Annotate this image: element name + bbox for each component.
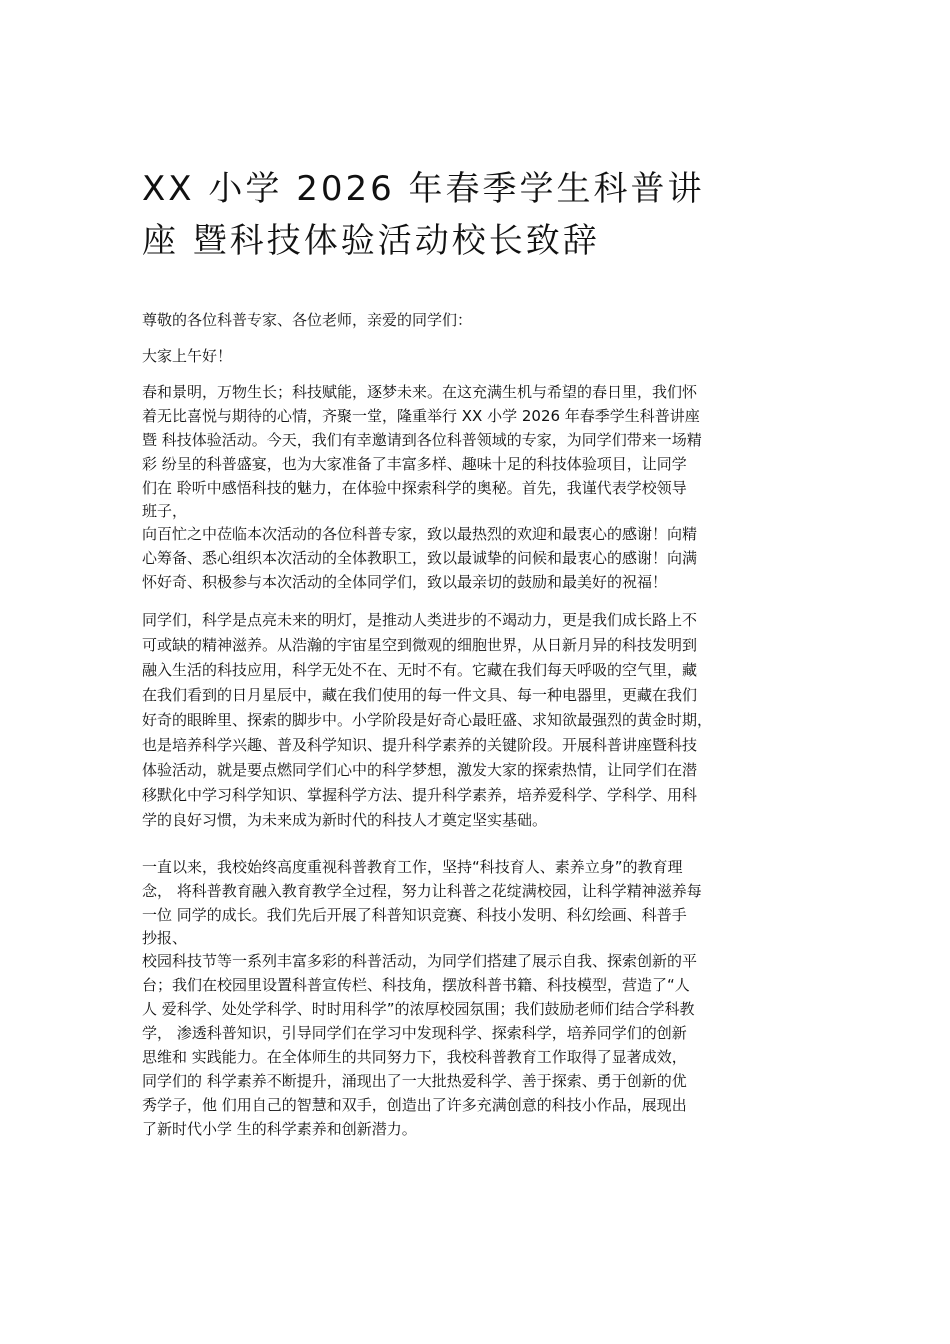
paragraph-line: 可或缺的精神滋养。从浩瀚的宇宙星空到微观的细胞世界，从日新月异的科技发明到 <box>142 636 698 654</box>
paragraph-line: 移默化中学习科学知识、掌握科学方法、提升科学素养，培养爱科学、学科学、用科 <box>142 786 698 804</box>
paragraph-line: 着无比喜悦与期待的心情，齐聚一堂，隆重举行 XX 小学 2026 年春季学生科普讲座 <box>142 407 700 425</box>
paragraph-line: 也是培养科学兴趣、普及科学知识、提升科学素养的关键阶段。开展科普讲座暨科技 <box>142 736 698 754</box>
paragraph-school-work <box>142 855 822 1141</box>
paragraph-line: 一直以来，我校始终高度重视科普教育工作，坚持“科技育人、素养立身”的教育理 <box>142 858 683 876</box>
paragraph-line: 们在 聆听中感悟科技的魅力，在体验中探索科学的奥秘。首先，我谨代表学校领导 <box>142 479 687 497</box>
paragraph-line: 人 爱科学、处处学科学、时时用科学”的浓厚校园氛围；我们鼓励老师们结合学科教 <box>142 1000 695 1018</box>
paragraph-opening <box>142 380 822 594</box>
paragraph-line: 同学们，科学是点亮未来的明灯，是推动人类进步的不竭动力，更是我们成长路上不 <box>142 611 698 629</box>
paragraph-line: 体验活动，就是要点燃同学们心中的科学梦想，激发大家的探索热情，让同学们在潜 <box>142 761 698 779</box>
greeting <box>142 344 822 368</box>
paragraph-line: 同学们的 科学素养不断提升，涌现出了一大批热爱科学、善于探索、勇于创新的优 <box>142 1072 687 1090</box>
salutation <box>142 308 822 332</box>
paragraph-line: 怀好奇、积极参与本次活动的全体同学们，致以最亲切的鼓励和最美好的祝福！ <box>142 573 668 591</box>
paragraph-line: 台；我们在校园里设置科普宣传栏、科技角，摆放科普书籍、科技模型，营造了“人 <box>142 976 690 994</box>
paragraph-line: 融入生活的科技应用，科学无处不在、无时不有。它藏在我们每天呼吸的空气里，藏 <box>142 661 698 679</box>
paragraph-line: 暨 科技体验活动。今天，我们有幸邀请到各位科普领域的专家，为同学们带来一场精 <box>142 431 702 449</box>
paragraph-line: 了新时代小学 生的科学素养和创新潜力。 <box>142 1120 417 1138</box>
paragraph-line: 心筹备、悉心组织本次活动的全体教职工，致以最诚挚的问候和最衷心的感谢！向满 <box>142 549 698 567</box>
paragraph-line: 抄报、 <box>142 929 188 947</box>
paragraph-science <box>142 608 822 833</box>
paragraph-line: 向百忙之中莅临本次活动的各位科普专家，致以最热烈的欢迎和最衷心的感谢！向精 <box>142 525 698 543</box>
paragraph-line: 好奇的眼眸里、探索的脚步中。小学阶段是好奇心最旺盛、求知欲最强烈的黄金时期， <box>142 711 713 729</box>
document-title <box>142 163 822 267</box>
greeting-text: 大家上午好！ <box>142 347 233 365</box>
paragraph-line: 思维和 实践能力。在全体师生的共同努力下，我校科普教育工作取得了显著成效， <box>142 1048 687 1066</box>
paragraph-line: 春和景明，万物生长；科技赋能，逐梦未来。在这充满生机与希望的春日里，我们怀 <box>142 383 698 401</box>
paragraph-line: 学的良好习惯，为未来成为新时代的科技人才奠定坚实基础。 <box>142 811 548 829</box>
paragraph-line: 校园科技节等一系列丰富多彩的科普活动，为同学们搭建了展示自我、探索创新的平 <box>142 952 698 970</box>
paragraph-line: 念， 将科普教育融入教育教学全过程，努力让科普之花绽满校园，让科学精神滋养每 <box>142 882 702 900</box>
paragraph-line: 在我们看到的日月星辰中，藏在我们使用的每一件文具、每一种电器里，更藏在我们 <box>142 686 698 704</box>
title-line: XX 小学 2026 年春季学生科普讲 <box>142 169 705 209</box>
paragraph-line: 一位 同学的成长。我们先后开展了科普知识竞赛、科技小发明、科幻绘画、科普手 <box>142 906 687 924</box>
paragraph-line: 班子， <box>142 502 188 520</box>
title-line: 座 暨科技体验活动校长致辞 <box>142 221 600 261</box>
paragraph-line: 秀学子，他 们用自己的智慧和双手，创造出了许多充满创意的科技小作品，展现出 <box>142 1096 687 1114</box>
salutation-text: 尊敬的各位科普专家、各位老师，亲爱的同学们： <box>142 311 473 329</box>
paragraph-line: 学， 渗透科普知识，引导同学们在学习中发现科学、探索科学，培养同学们的创新 <box>142 1024 687 1042</box>
paragraph-line: 彩 纷呈的科普盛宴，也为大家准备了丰富多样、趣味十足的科技体验项目，让同学 <box>142 455 687 473</box>
